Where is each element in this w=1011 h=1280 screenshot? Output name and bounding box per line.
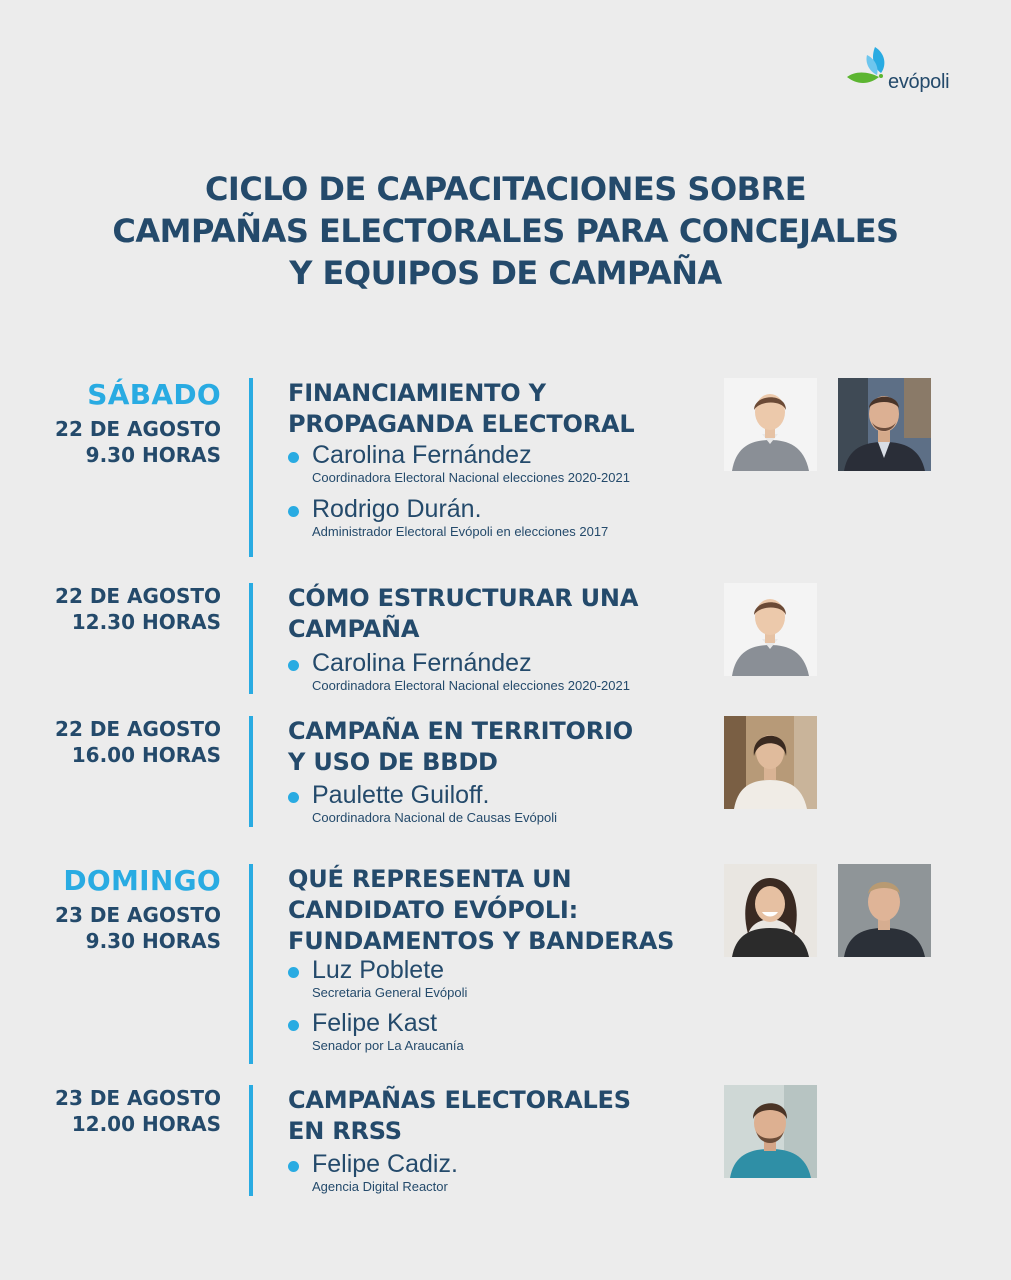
session-datetime xyxy=(55,716,221,768)
speaker-role: Senador por La Araucanía xyxy=(312,1038,464,1053)
topic-line: CAMPAÑA EN TERRITORIO xyxy=(288,717,633,745)
date-label: 23 DE AGOSTO xyxy=(55,1086,221,1110)
title-line: CICLO DE CAPACITACIONES SOBRE xyxy=(204,170,807,208)
timeline-divider xyxy=(249,1085,253,1196)
speaker-photo xyxy=(724,583,817,676)
topic-line: CANDIDATO EVÓPOLI: xyxy=(288,896,579,924)
logo-wordmark: evópoli xyxy=(888,71,950,93)
evopoli-logo xyxy=(845,45,965,100)
day-label: SÁBADO xyxy=(87,378,221,411)
day-label: DOMINGO xyxy=(63,864,221,897)
date-label: 22 DE AGOSTO xyxy=(55,417,221,441)
time-label: 16.00 HORAS xyxy=(71,743,221,767)
time-label: 12.30 HORAS xyxy=(71,610,221,634)
title-line: CAMPAÑAS ELECTORALES PARA CONCEJALES xyxy=(112,212,899,250)
timeline-divider xyxy=(249,864,253,1064)
bullet-icon xyxy=(288,452,299,463)
session-datetime xyxy=(55,864,221,954)
session-topic xyxy=(288,583,638,645)
topic-line: EN RRSS xyxy=(288,1117,402,1145)
topic-line: PROPAGANDA ELECTORAL xyxy=(288,410,635,438)
time-label: 9.30 HORAS xyxy=(85,929,221,953)
speaker-photo xyxy=(724,378,817,471)
session-datetime xyxy=(55,378,221,468)
session-topic xyxy=(288,1085,631,1147)
speaker-role: Administrador Electoral Evópoli en elecciones 2017 xyxy=(312,524,609,539)
speaker-name: Carolina Fernández xyxy=(312,649,532,677)
page-title xyxy=(0,168,1011,294)
topic-line: CAMPAÑAS ELECTORALES xyxy=(288,1086,631,1114)
date-label: 22 DE AGOSTO xyxy=(55,717,221,741)
session-topic xyxy=(288,864,674,957)
speaker-role: Secretaria General Evópoli xyxy=(312,985,468,1000)
topic-line: CÓMO ESTRUCTURAR UNA xyxy=(288,584,639,612)
date-label: 22 DE AGOSTO xyxy=(55,584,221,608)
speaker-name: Rodrigo Durán. xyxy=(312,495,482,523)
bullet-icon xyxy=(288,1161,299,1172)
speaker-photo xyxy=(724,1085,817,1178)
session-datetime xyxy=(55,583,221,635)
topic-line: Y USO DE BBDD xyxy=(288,748,498,776)
bullet-icon xyxy=(288,660,299,671)
speaker-photo xyxy=(724,864,817,957)
session-datetime xyxy=(55,1085,221,1137)
timeline-divider xyxy=(249,716,253,827)
bullet-icon xyxy=(288,967,299,978)
time-label: 9.30 HORAS xyxy=(85,443,221,467)
speaker-role: Coordinadora Electoral Nacional elecciones 2020-2021 xyxy=(312,470,630,485)
bullet-icon xyxy=(288,1020,299,1031)
speaker-role: Coordinadora Electoral Nacional elecciones 2020-2021 xyxy=(312,678,630,693)
speaker-name: Felipe Kast xyxy=(312,1009,438,1037)
date-label: 23 DE AGOSTO xyxy=(55,903,221,927)
session-topic xyxy=(288,716,633,778)
topic-line: FINANCIAMIENTO Y xyxy=(288,379,546,407)
bullet-icon xyxy=(288,506,299,517)
speaker-name: Luz Poblete xyxy=(312,956,445,984)
topic-line: QUÉ REPRESENTA UN xyxy=(288,865,572,893)
title-line: Y EQUIPOS DE CAMPAÑA xyxy=(289,254,722,292)
session-topic xyxy=(288,378,634,440)
speaker-name: Carolina Fernández xyxy=(312,441,532,469)
speaker-photo xyxy=(838,864,931,957)
timeline-divider xyxy=(249,583,253,694)
bullet-icon xyxy=(288,792,299,803)
topic-line: CAMPAÑA xyxy=(288,615,420,643)
speaker-photo xyxy=(724,716,817,809)
timeline-divider xyxy=(249,378,253,557)
time-label: 12.00 HORAS xyxy=(71,1112,221,1136)
topic-line: FUNDAMENTOS Y BANDERAS xyxy=(288,927,675,955)
speaker-role: Agencia Digital Reactor xyxy=(312,1179,448,1194)
speaker-name: Paulette Guiloff. xyxy=(312,781,490,809)
speaker-role: Coordinadora Nacional de Causas Evópoli xyxy=(312,810,557,825)
speaker-name: Felipe Cadiz. xyxy=(312,1150,458,1178)
bird-wing-icon xyxy=(845,45,890,95)
speaker-photo xyxy=(838,378,931,471)
